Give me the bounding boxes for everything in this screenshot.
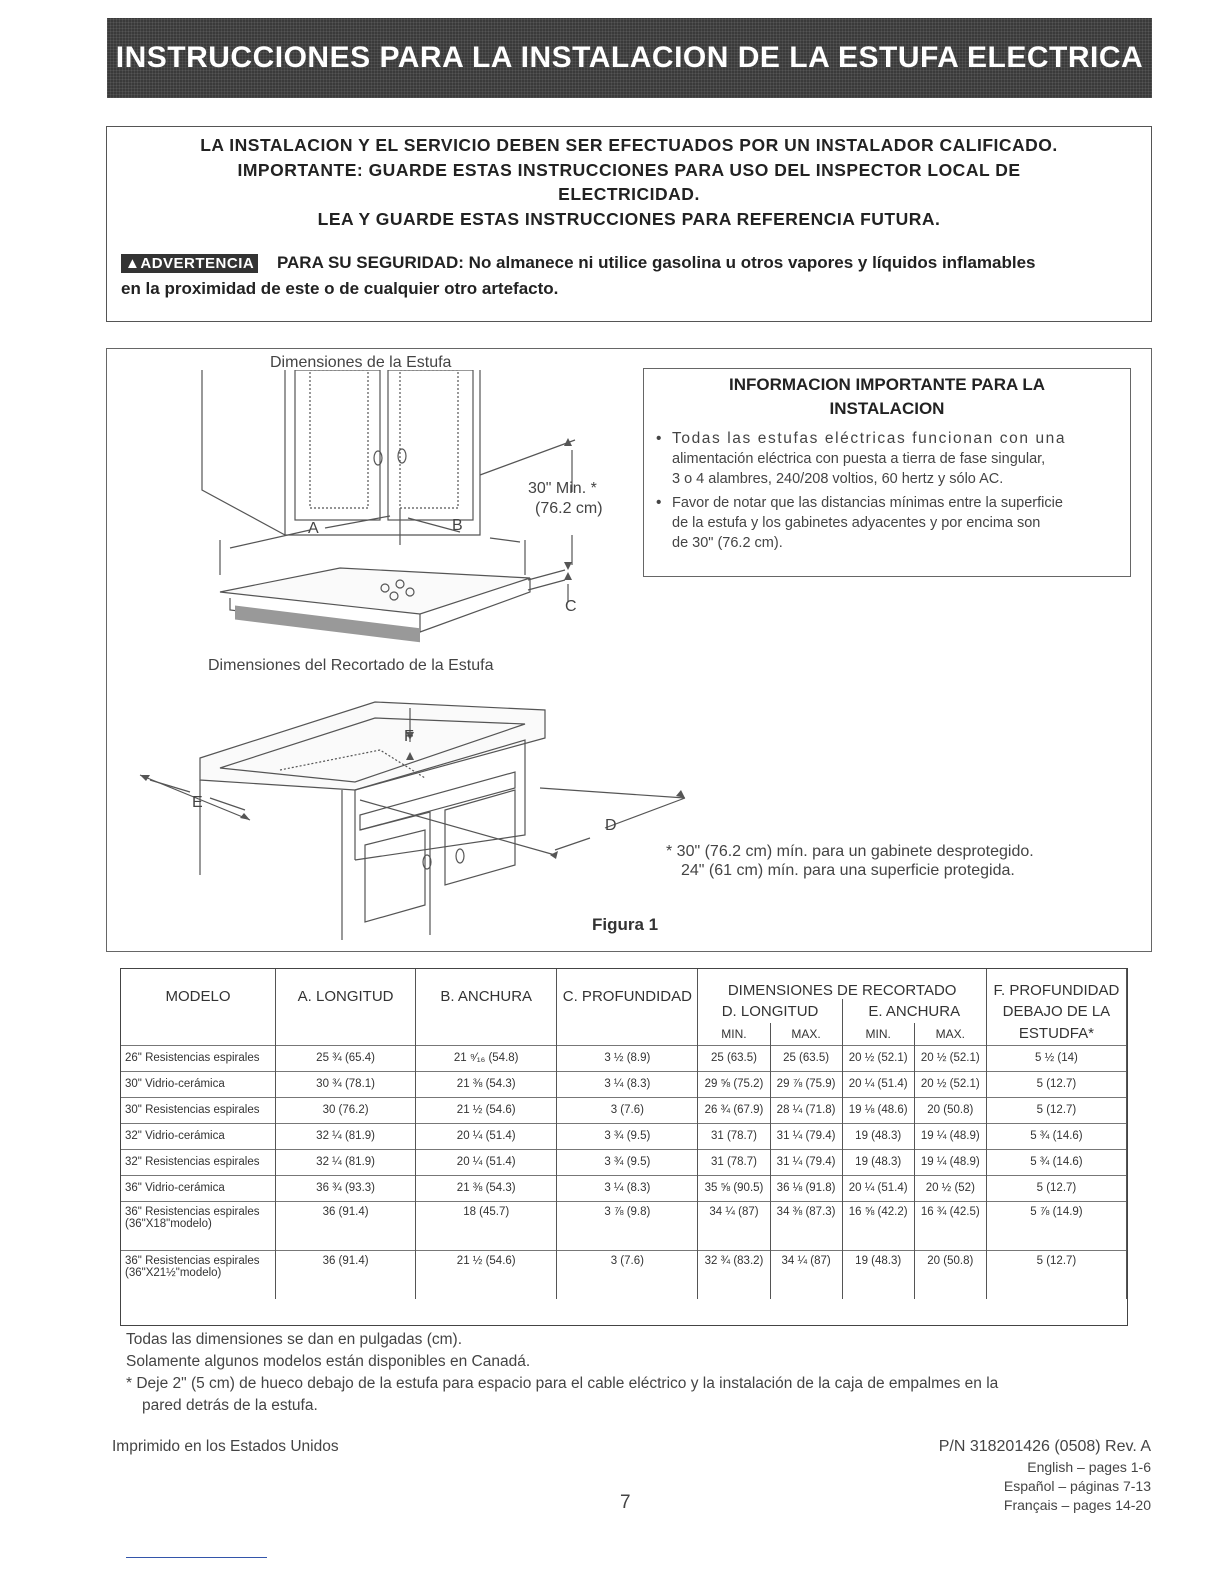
safety-statement <box>121 253 1036 273</box>
footer-rule <box>126 1557 267 1558</box>
clearance-cm: (76.2 cm) <box>535 500 603 517</box>
page-title: INSTRUCCIONES PARA LA INSTALACION DE LA ESTUFA ELECTRICA <box>107 18 1152 98</box>
note-clearance: * Deje 2" (5 cm) de hueco debajo de la estufa para espacio para el cable eléctrico y la instalación de la caja de empalmes en la <box>126 1375 999 1392</box>
warning-line-2: IMPORTANTE: GUARDE ESTAS INSTRUCCIONES PARA USO DEL INSPECTOR LOCAL DE <box>237 160 1021 180</box>
cell-dmin: 32 ¾ (83.2) <box>698 1250 770 1299</box>
col-f-profundidad: F. PROFUNDIDAD <box>986 969 1126 999</box>
cell-dmax: 28 ¼ (71.8) <box>770 1097 842 1123</box>
cell-emax: 20 (50.8) <box>914 1250 986 1299</box>
col-b-anchura: B. ANCHURA <box>416 969 557 1023</box>
cell-b: 18 (45.7) <box>416 1201 557 1250</box>
col-group-recortado: DIMENSIONES DE RECORTADO <box>698 969 986 999</box>
cell-dmin: 31 (78.7) <box>698 1149 770 1175</box>
col-f-debajo: DEBAJO DE LA <box>986 999 1126 1023</box>
cell-a: 32 ¼ (81.9) <box>276 1123 416 1149</box>
warning-triangle-icon: ▲ <box>125 255 141 272</box>
cell-a: 36 (91.4) <box>276 1201 416 1250</box>
cell-b: 20 ¼ (51.4) <box>416 1123 557 1149</box>
cell-b: 21 ⁹⁄₁₆ (54.8) <box>416 1045 557 1071</box>
model-cell <box>121 1071 276 1097</box>
cell-dmin: 26 ¾ (67.9) <box>698 1097 770 1123</box>
cell-c: 3 ⅞ (9.8) <box>557 1201 698 1250</box>
model-name: 36" Resistencias espirales <box>125 1254 260 1267</box>
model-cell <box>121 1149 276 1175</box>
cell-f: 5 ¾ (14.6) <box>986 1123 1126 1149</box>
model-name: 36" Vidrio-cerámica <box>125 1182 225 1194</box>
lang-espanol: Español – páginas 7-13 <box>1003 1478 1151 1494</box>
cell-dmax: 31 ¼ (79.4) <box>770 1123 842 1149</box>
cell-emax: 20 ½ (52) <box>914 1175 986 1201</box>
bullet2-line2: de la estufa y los gabinetes adyacentes y por encima son <box>672 515 1041 531</box>
col-a-longitud: A. LONGITUD <box>276 969 416 1023</box>
warning-badge <box>121 254 258 273</box>
model-cell <box>121 1250 276 1299</box>
table-row <box>121 1175 1127 1201</box>
warning-line-4: LEA Y GUARDE ESTAS INSTRUCCIONES PARA REFERENCIA FUTURA. <box>317 209 941 229</box>
lang-francais: Français – pages 14-20 <box>1003 1497 1151 1513</box>
cell-dmax: 25 (63.5) <box>770 1045 842 1071</box>
cell-a: 30 (76.2) <box>276 1097 416 1123</box>
cell-emin: 19 (48.3) <box>842 1250 914 1299</box>
label-e: E <box>192 794 203 811</box>
cell-c: 3 ¾ (9.5) <box>557 1123 698 1149</box>
cell-emax: 16 ¾ (42.5) <box>914 1201 986 1250</box>
cell-emin: 19 (48.3) <box>842 1149 914 1175</box>
cell-emin: 20 ¼ (51.4) <box>842 1175 914 1201</box>
col-e-min: MIN. <box>842 1023 914 1045</box>
col-modelo: MODELO <box>121 969 276 1023</box>
safety-lead: PARA SU SEGURIDAD: No almanece ni utilice gasolina u otros vapores y líquidos inflamables <box>276 253 1036 272</box>
cell-f: 5 ½ (14) <box>986 1045 1126 1071</box>
installation-info-box <box>643 368 1131 577</box>
warning-box <box>106 126 1152 322</box>
bullet-icon: • <box>656 494 662 511</box>
model-name: 32" Vidrio-cerámica <box>125 1130 225 1142</box>
label-c: C <box>565 598 577 615</box>
cell-emax: 20 ½ (52.1) <box>914 1045 986 1071</box>
label-f: F <box>404 728 414 745</box>
cell-emin: 20 ½ (52.1) <box>842 1045 914 1071</box>
cell-emin: 19 (48.3) <box>842 1123 914 1149</box>
cell-b: 21 ⅜ (54.3) <box>416 1175 557 1201</box>
model-cell <box>121 1097 276 1123</box>
warning-line-3: ELECTRICIDAD. <box>558 184 700 204</box>
bullet1-line3: 3 o 4 alambres, 240/208 voltios, 60 hertz y sólo AC. <box>672 471 1004 487</box>
cell-a: 30 ¾ (78.1) <box>276 1071 416 1097</box>
table-row <box>121 1250 1127 1299</box>
col-d-longitud: D. LONGITUD <box>698 999 842 1023</box>
table-row <box>121 1045 1127 1071</box>
part-number: P/N 318201426 (0508) Rev. A <box>938 1438 1151 1455</box>
col-e-anchura: E. ANCHURA <box>842 999 986 1023</box>
col-e-max: MAX. <box>914 1023 986 1045</box>
cell-dmax: 36 ⅛ (91.8) <box>770 1175 842 1201</box>
cell-dmin: 25 (63.5) <box>698 1045 770 1071</box>
model-cell <box>121 1175 276 1201</box>
cell-dmax: 34 ¼ (87) <box>770 1250 842 1299</box>
cell-f: 5 (12.7) <box>986 1097 1126 1123</box>
bullet-icon: • <box>656 430 662 447</box>
lang-english: English – pages 1-6 <box>1027 1459 1151 1475</box>
printed-in: Imprimido en los Estados Unidos <box>112 1438 339 1455</box>
cell-dmax: 34 ⅜ (87.3) <box>770 1201 842 1250</box>
cell-dmax: 29 ⅞ (75.9) <box>770 1071 842 1097</box>
caption-stove-dimensions: Dimensiones de la Estufa <box>270 354 452 371</box>
cell-c: 3 ¼ (8.3) <box>557 1175 698 1201</box>
cell-c: 3 ¼ (8.3) <box>557 1071 698 1097</box>
cell-c: 3 (7.6) <box>557 1097 698 1123</box>
cell-a: 32 ¼ (81.9) <box>276 1149 416 1175</box>
col-d-min: MIN. <box>698 1023 770 1045</box>
model-name: 30" Vidrio-cerámica <box>125 1078 225 1090</box>
cell-dmin: 34 ¼ (87) <box>698 1201 770 1250</box>
model-size: (36"X18"modelo) <box>125 1217 212 1230</box>
model-name: 26" Resistencias espirales <box>125 1052 260 1064</box>
model-size: (36"X21½"modelo) <box>125 1266 222 1279</box>
cell-dmin: 29 ⅝ (75.2) <box>698 1071 770 1097</box>
bullet1-line1: Todas las estufas eléctricas funcionan con una <box>672 430 1067 447</box>
bullet2-line3: de 30" (76.2 cm). <box>672 535 783 551</box>
table-row <box>121 1149 1127 1175</box>
info-bullet-2 <box>654 493 1114 553</box>
model-cell <box>121 1045 276 1071</box>
cell-emin: 19 ⅛ (48.6) <box>842 1097 914 1123</box>
info-bullet-1 <box>654 429 1114 489</box>
note-clearance-cont: pared detrás de la estufa. <box>142 1397 318 1414</box>
cell-c: 3 ¾ (9.5) <box>557 1149 698 1175</box>
col-c-profundidad: C. PROFUNDIDAD <box>557 969 698 1023</box>
dimensions-table <box>120 968 1128 1326</box>
figure-label: Figura 1 <box>592 915 659 934</box>
dimensions-grid <box>121 969 1127 1299</box>
cell-f: 5 (12.7) <box>986 1250 1126 1299</box>
model-name: 32" Resistencias espirales <box>125 1156 260 1168</box>
col-d-max: MAX. <box>770 1023 842 1045</box>
warning-line-1: LA INSTALACION Y EL SERVICIO DEBEN SER EFECTUADOS POR UN INSTALADOR CALIFICADO. <box>200 135 1058 155</box>
cell-emax: 19 ¼ (48.9) <box>914 1123 986 1149</box>
cell-f: 5 (12.7) <box>986 1071 1126 1097</box>
cell-b: 21 ⅜ (54.3) <box>416 1071 557 1097</box>
label-b: B <box>452 517 463 534</box>
cell-a: 36 (91.4) <box>276 1250 416 1299</box>
clearance-note-1: * 30" (76.2 cm) mín. para un gabinete desprotegido. <box>666 843 1034 860</box>
model-cell <box>121 1123 276 1149</box>
cell-dmax: 31 ¼ (79.4) <box>770 1149 842 1175</box>
bullet1-line2: alimentación eléctrica con puesta a tierra de fase singular, <box>672 451 1046 467</box>
cell-c: 3 ½ (8.9) <box>557 1045 698 1071</box>
cell-c: 3 (7.6) <box>557 1250 698 1299</box>
model-name: 36" Resistencias espirales <box>125 1205 260 1218</box>
cell-emin: 20 ¼ (51.4) <box>842 1071 914 1097</box>
cell-b: 20 ¼ (51.4) <box>416 1149 557 1175</box>
clearance-inches: 30" Min. * <box>528 480 597 497</box>
cell-f: 5 ⅞ (14.9) <box>986 1201 1126 1250</box>
page-number: 7 <box>620 1492 631 1513</box>
table-row <box>121 1097 1127 1123</box>
cell-a: 25 ¾ (65.4) <box>276 1045 416 1071</box>
table-row <box>121 1201 1127 1250</box>
label-a: A <box>308 520 319 537</box>
col-f-estufa: ESTUDFA* <box>986 1023 1126 1045</box>
cell-emin: 16 ⅝ (42.2) <box>842 1201 914 1250</box>
info-title-2: INSTALACION <box>829 399 945 418</box>
table-row <box>121 1071 1127 1097</box>
cell-b: 21 ½ (54.6) <box>416 1097 557 1123</box>
cell-emax: 19 ¼ (48.9) <box>914 1149 986 1175</box>
note-canada: Solamente algunos modelos están disponibles en Canadá. <box>126 1353 531 1370</box>
cell-emax: 20 ½ (52.1) <box>914 1071 986 1097</box>
cell-b: 21 ½ (54.6) <box>416 1250 557 1299</box>
info-title-1: INFORMACION IMPORTANTE PARA LA <box>728 375 1046 394</box>
cell-dmin: 35 ⅝ (90.5) <box>698 1175 770 1201</box>
safety-cont: en la proximidad de este o de cualquier otro artefacto. <box>121 279 559 298</box>
cell-emax: 20 (50.8) <box>914 1097 986 1123</box>
cell-f: 5 (12.7) <box>986 1175 1126 1201</box>
table-row <box>121 1123 1127 1149</box>
model-name: 30" Resistencias espirales <box>125 1104 260 1116</box>
model-cell <box>121 1201 276 1250</box>
cell-a: 36 ¾ (93.3) <box>276 1175 416 1201</box>
caption-cutout-dimensions: Dimensiones del Recortado de la Estufa <box>208 657 494 674</box>
cell-dmin: 31 (78.7) <box>698 1123 770 1149</box>
clearance-note-2: 24" (61 cm) mín. para una superficie protegida. <box>681 862 1015 879</box>
note-units: Todas las dimensiones se dan en pulgadas (cm). <box>126 1331 463 1348</box>
cell-f: 5 ¾ (14.6) <box>986 1149 1126 1175</box>
label-d: D <box>605 817 617 834</box>
warning-badge-label: ADVERTENCIA <box>140 255 255 272</box>
bullet2-line1: Favor de notar que las distancias mínimas entre la superficie <box>672 495 1063 511</box>
